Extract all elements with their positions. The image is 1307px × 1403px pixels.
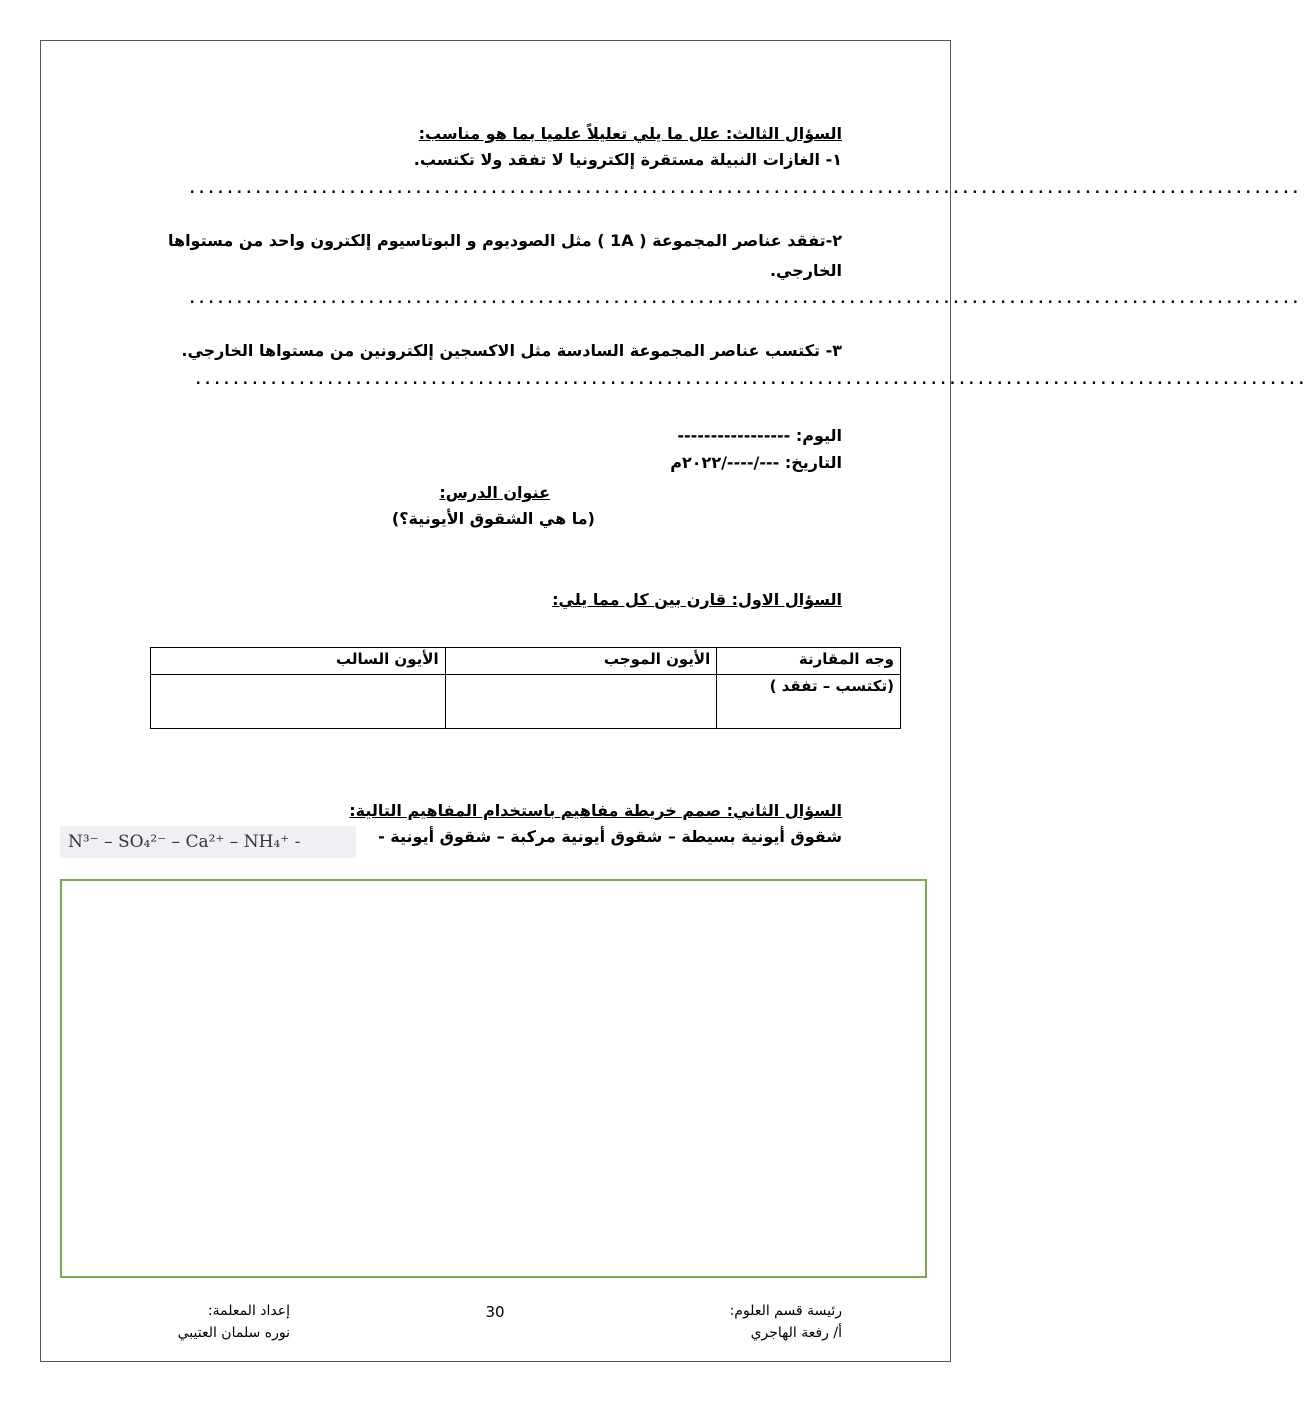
table-header-cell: الأيون الموجب bbox=[445, 648, 717, 675]
footer-teacher bbox=[160, 1300, 290, 1344]
table-row bbox=[151, 675, 901, 729]
page-number: 30 bbox=[485, 1303, 505, 1321]
day-field: اليوم: ----------------- bbox=[677, 426, 842, 445]
head-name: أ/ رفعة الهاجري bbox=[750, 1325, 842, 1341]
q3-answer-line-3[interactable]: ...................................................................................................................... bbox=[194, 372, 1307, 388]
concept-map-answer-box[interactable] bbox=[60, 879, 927, 1278]
table-cell[interactable] bbox=[151, 675, 446, 729]
q3-item-3: ٣- تكتسب عناصر المجموعة السادسة مثل الاكسجين إلكترونين من مستواها الخارجي. bbox=[181, 341, 842, 360]
table-header-row bbox=[151, 648, 901, 675]
table-header-cell: الأيون السالب bbox=[151, 648, 446, 675]
table-cell[interactable] bbox=[445, 675, 717, 729]
table-header-cell: وجه المقارنة bbox=[717, 648, 901, 675]
q1-title: السؤال الاول: قارن بين كل مما يلي: bbox=[552, 590, 842, 609]
q3-answer-line-1[interactable]: ...................................................................................................................... bbox=[188, 181, 1301, 197]
comparison-table bbox=[150, 647, 901, 729]
lesson-label: عنوان الدرس: bbox=[439, 483, 550, 502]
table-cell: (تكتسب – تفقد ) bbox=[717, 675, 901, 729]
q2-concepts: شقوق أيونية بسيطة – شقوق أيونية مركبة – شقوق أيونية - bbox=[378, 827, 842, 846]
q3-item-1: ١- الغازات النبيلة مستقرة إلكترونيا لا تفقد ولا تكتسب. bbox=[413, 150, 842, 169]
q3-item-2 bbox=[142, 226, 842, 286]
q3-answer-line-2[interactable]: ...................................................................................................................... bbox=[188, 291, 1301, 307]
ion-formula-image: N³⁻ – SO₄²⁻ – Ca²⁺ – NH₄⁺ - bbox=[60, 826, 356, 858]
q3-item-2-line-2: الخارجي. bbox=[769, 261, 842, 280]
date-field: التاريخ: ---/----/٢٠٢٢م bbox=[670, 453, 842, 472]
lesson-title: (ما هي الشقوق الأيونية؟) bbox=[391, 509, 595, 528]
teacher-label: إعداد المعلمة: bbox=[207, 1303, 290, 1319]
footer-head-of-dept bbox=[642, 1300, 842, 1344]
q3-title: السؤال الثالث: علل ما يلي تعليلاً علميا بما هو مناسب: bbox=[418, 124, 842, 143]
q3-item-2-line-1: ٢-تفقد عناصر المجموعة ( 1A ) مثل الصوديوم و البوتاسيوم إلكترون واحد من مستواها bbox=[167, 231, 842, 250]
q2-title: السؤال الثاني: صمم خريطة مفاهيم باستخدام المفاهيم التالية: bbox=[349, 801, 842, 820]
teacher-name: نوره سلمان العتيبي bbox=[177, 1325, 290, 1341]
head-label: رئيسة قسم العلوم: bbox=[729, 1303, 842, 1319]
